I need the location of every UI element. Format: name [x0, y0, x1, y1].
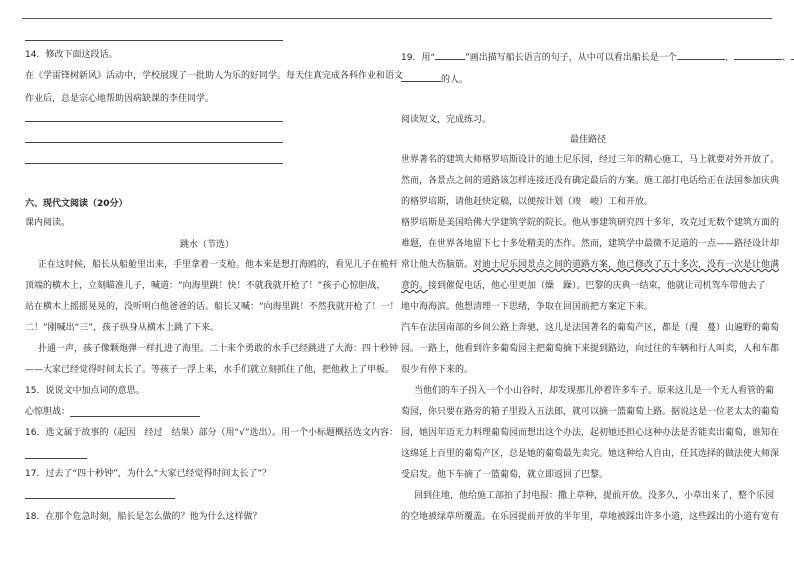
answer-line[interactable]: [25, 142, 283, 143]
passage-line: [401, 280, 766, 292]
section-heading: 六、现代文阅读（20分）: [25, 199, 128, 209]
q15-word: 心惊胆战：: [25, 407, 71, 417]
question-19: [401, 50, 794, 64]
passage-line: 汽车在法国南部的乡间公路上奔驰，这儿是法国著名的葡萄产区，都是（漫 蔓）山遍野的葡萄: [401, 323, 780, 333]
passage-line: 萄园，你只要在路旁的箱子里投入五法郎，就可以摘一篮葡萄上路。据说这是一位老太太的葡萄: [401, 407, 780, 417]
q19-text: ”画出描写船长语言的句子，从中可以看出船长是一个: [465, 53, 677, 63]
q19-text: 、: [781, 53, 791, 63]
passage-line: 二！”刚喊出“三”，孩子纵身从横木上跳了下来。: [25, 323, 219, 333]
q19-text: 的人。: [441, 75, 469, 85]
passage-line: 的格罗培斯，请他赶快定稿，以便按计划（竣 峻）工和开放。: [401, 197, 654, 207]
question-16: 16．选文属于故事的（起因 经过 结果）部分（用“√”选出）。用一个小标题概括选文内容：: [25, 428, 399, 438]
passage-line: 顶端的横木上，立刻瞄准儿子，喊道：“向海里跳！快！不就我就开枪了！”孩子心惊胆战，: [25, 281, 386, 291]
passage-line: [401, 259, 779, 271]
passage-text: 常让他大伤脑筋。: [401, 260, 474, 270]
question-14: 14．修改下面这段话。: [25, 50, 118, 60]
answer-line[interactable]: [25, 458, 87, 459]
passage-line: 格罗培斯是美国哈佛大学建筑学院的院长。他从事建筑研究四十多年，攻克过无数个建筑方面的: [401, 218, 780, 228]
passage-line: 这绵延上百里的葡萄产区，总是她的葡萄最先卖完。她这种给人自由，任其选择的做法使大师深: [401, 449, 780, 459]
passage-line: 回到住地，他给施工部拍了封电报：撒上草种，提前开放。没多久，小草出来了，整个乐园: [414, 491, 775, 501]
passage-line: 园，她因年迈无力料理葡萄园而想出这个办法，起初她还担心这种办法是否能卖出葡萄，谁知在: [401, 428, 780, 438]
q19-text: 、: [724, 53, 734, 63]
answer-line[interactable]: [25, 121, 283, 122]
answer-blank[interactable]: [734, 50, 782, 60]
passage-title: 跳水（节选）: [180, 240, 235, 250]
passage-title: 最佳路径: [570, 135, 607, 145]
passage-line: 难题，在世界各地留下七十多处精美的杰作。然而，建筑学中最微不足道的一点——路径设计却: [401, 239, 780, 249]
q19-text: 19．用“: [401, 53, 436, 63]
answer-line[interactable]: [25, 163, 283, 164]
answer-line[interactable]: [25, 40, 283, 41]
answer-line[interactable]: [25, 498, 175, 499]
passage-line: 站在横木上摇摇晃晃的，没听明白他爸爸的话。船长又喊：“向海里跳！不然我就开枪了！一！: [25, 302, 399, 312]
passage-line: 园。一路上，他看到许多葡萄园主把葡萄摘下来提到路边，向过往的车辆和行人叫卖，人和车都: [401, 344, 780, 354]
answer-blank[interactable]: [435, 50, 465, 60]
passage-line: 正在这时候，船长从船舱里出来，手里拿着一支枪。他本来是想打海鸥的，看见儿子在桅杆: [38, 260, 399, 270]
passage-line: 世界著名的建筑大师格罗培斯设计的迪士尼乐园，经过三年的精心施工，马上就要对外开放了。: [401, 155, 780, 165]
answer-blank[interactable]: [677, 50, 725, 60]
question-15: 15．说说文中加点词的意思。: [25, 386, 145, 396]
passage-line: 然而，各景点之间的道路该怎样连接还没有确定最后的方案。施工部打电话给正在法国参加庆典: [401, 176, 780, 186]
answer-blank[interactable]: [401, 72, 441, 82]
q14-text-line: 作业后，总是宗心地帮助因病缺课的李佳同学。: [25, 94, 215, 104]
intra-reading-label: 课内阅读。: [25, 218, 71, 228]
question-19-line2: [401, 72, 468, 86]
passage-line: 的空地被绿草所覆盖。在乐园提前开放的半年里，草地被踩出许多小道，这些踩出的小道有宽有: [401, 512, 780, 522]
q14-text-line: 在《学雷锋树新风》活动中，学校展现了一批助人为乐的好同学。每天住真完成各科作业和语文: [25, 71, 404, 81]
wavy-underlined-sentence: 意的。: [401, 281, 429, 291]
passage-line: 地中海海滨。他想清理一下思绪，争取在回国前把方案定下来。: [401, 302, 654, 312]
wavy-underlined-sentence: 对迪士尼乐园景点之间的道路方案，他已修改了五十多次，没有一次是让他满: [473, 260, 780, 270]
passage-text: 接到催促电话，他心里更加（燥 躁）。巴黎的庆典一结束，他就让司机驾车带他去了: [428, 281, 766, 291]
passage-line: 很少有停下来的。: [401, 365, 474, 375]
passage-line: ——大家已经觉得时间太长了。等孩子一浮上来，水手们就立刻抓住了他，把他救上了甲板。: [25, 365, 395, 375]
top-rule: [22, 18, 772, 19]
answer-line[interactable]: [70, 416, 200, 417]
question-18: 18．在那个危急时刻，船长是怎么做的？他为什么这样做？: [25, 512, 262, 522]
reading-instruction: 阅读短文，完成练习。: [401, 115, 492, 125]
passage-line: 当他们的车子拐入一个小山谷时，却发现那儿停着许多车子。原来这儿是一个无人看管的葡: [414, 386, 775, 396]
passage-line: 受启发。他下车摘了一篮葡萄，就立即返回了巴黎。: [401, 470, 609, 480]
passage-line: 扑通一声，孩子像颗炮弹一样扎进了海里。二十来个勇敢的水手已经跳进了大海：四十秒钟: [38, 344, 399, 354]
question-17: 17．过去了“四十秒钟”，为什么“大家已经觉得时间太长了”？: [25, 469, 272, 479]
